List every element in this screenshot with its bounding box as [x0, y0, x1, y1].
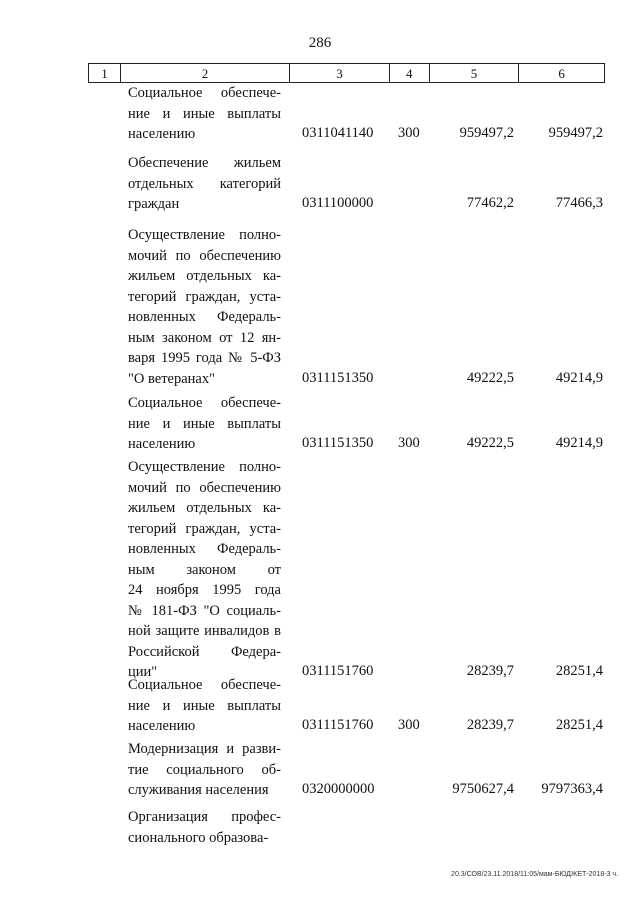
row-value-col6: 49214,9 — [555, 369, 603, 386]
row-name-line: населению — [128, 126, 196, 142]
row-value-col5: 49222,5 — [466, 435, 514, 451]
row-name-line: служивания населения — [128, 782, 269, 798]
row-name — [128, 83, 281, 145]
row-name-line: Обеспечение жильем — [128, 155, 281, 171]
row-name-line: населению — [128, 718, 196, 734]
row-code: 0311151350 — [302, 435, 374, 451]
row-name-line: мочий по обеспечению — [128, 247, 281, 264]
row-name-line: Социальное обеспече- — [128, 677, 281, 693]
row-name — [128, 457, 281, 683]
row-name-line: ние и иные выплаты — [128, 697, 281, 714]
row-name-line: тегорий граждан, уста- — [128, 288, 281, 305]
row-name-line: новленных Федераль- — [128, 309, 281, 325]
row-name-line: жильем отдельных ка- — [128, 268, 281, 284]
row-name-line: отдельных категорий — [128, 175, 281, 192]
row-code: 0311100000 — [302, 195, 374, 211]
row-name-line: Социальное обеспече- — [128, 395, 281, 411]
row-type: 300 — [398, 717, 420, 733]
row-name-line: ции" — [128, 664, 158, 680]
column-header-2: 2 — [121, 64, 290, 82]
row-code: 0311151760 — [302, 663, 374, 679]
row-name — [128, 675, 281, 737]
row-value-col6: 28251,4 — [555, 663, 603, 679]
row-name-line: "О ветеранах" — [128, 370, 216, 387]
row-name-line: Организация профес- — [128, 809, 281, 825]
row-name-line: ние и иные выплаты — [128, 415, 281, 432]
row-value-col6: 959497,2 — [548, 125, 603, 141]
row-name-line: Осуществление полно- — [128, 227, 281, 243]
row-code: 0311041140 — [302, 125, 374, 141]
row-name-line: ние и иные выплаты — [128, 105, 281, 122]
row-value-col6: 9797363,4 — [541, 781, 603, 797]
row-value-col6: 77466,3 — [555, 195, 603, 211]
row-name — [128, 153, 281, 215]
table-header — [88, 63, 605, 83]
row-name-line: мочий по обеспечению — [128, 479, 281, 496]
row-value-col5: 9750627,4 — [452, 781, 514, 797]
row-name-line: Социальное обеспече- — [128, 85, 281, 101]
row-name-line: новленных Федераль- — [128, 541, 281, 557]
row-value-col5: 28239,7 — [466, 663, 514, 679]
row-type: 300 — [398, 125, 420, 141]
row-name-line: 24 ноября 1995 года — [128, 582, 281, 598]
row-name-line: варя 1995 года № 5-ФЗ — [128, 350, 281, 366]
row-name — [128, 807, 281, 848]
row-name-line: сионального образова- — [128, 829, 269, 846]
row-value-col5: 49222,5 — [466, 369, 514, 386]
row-name — [128, 739, 281, 801]
row-value-col5: 28239,7 — [466, 717, 514, 733]
row-name-line: граждан — [128, 196, 180, 212]
column-header-4: 4 — [390, 64, 430, 82]
column-header-1: 1 — [89, 64, 121, 82]
row-name — [128, 225, 281, 389]
row-code: 0311151350 — [302, 369, 374, 386]
row-name-line: ным законом от 12 ян- — [128, 329, 281, 346]
row-name — [128, 393, 281, 455]
row-name-line: № 181-ФЗ "О социаль- — [128, 602, 281, 619]
column-header-5: 5 — [430, 64, 520, 82]
row-value-col5: 77462,2 — [466, 195, 514, 211]
row-value-col6: 28251,4 — [555, 717, 603, 733]
row-name-line: населению — [128, 436, 196, 452]
row-value-col6: 49214,9 — [555, 435, 603, 451]
row-name-line: Модернизация и разви- — [128, 741, 281, 757]
row-code: 0311151760 — [302, 717, 374, 733]
footer-stamp: 20.3/СОВ/23.11.2018/11:05/мам-БЮДЖЕТ-2018-3 ч. — [451, 871, 618, 878]
row-name-line: жильем отдельных ка- — [128, 500, 281, 516]
row-value-col5: 959497,2 — [459, 125, 514, 141]
row-name-line: ным законом от — [128, 561, 281, 578]
row-name-line: тегорий граждан, уста- — [128, 520, 281, 537]
row-code: 0320000000 — [302, 781, 375, 797]
row-name-line: тие социального об- — [128, 761, 281, 778]
column-header-6: 6 — [558, 66, 565, 81]
row-name-line: ной защите инвалидов в — [128, 623, 281, 639]
page-number: 286 — [308, 35, 332, 51]
row-type: 300 — [398, 435, 420, 451]
column-header-3: 3 — [290, 64, 390, 82]
row-name-line: Российской Федера- — [128, 643, 281, 660]
row-name-line: Осуществление полно- — [128, 459, 281, 475]
